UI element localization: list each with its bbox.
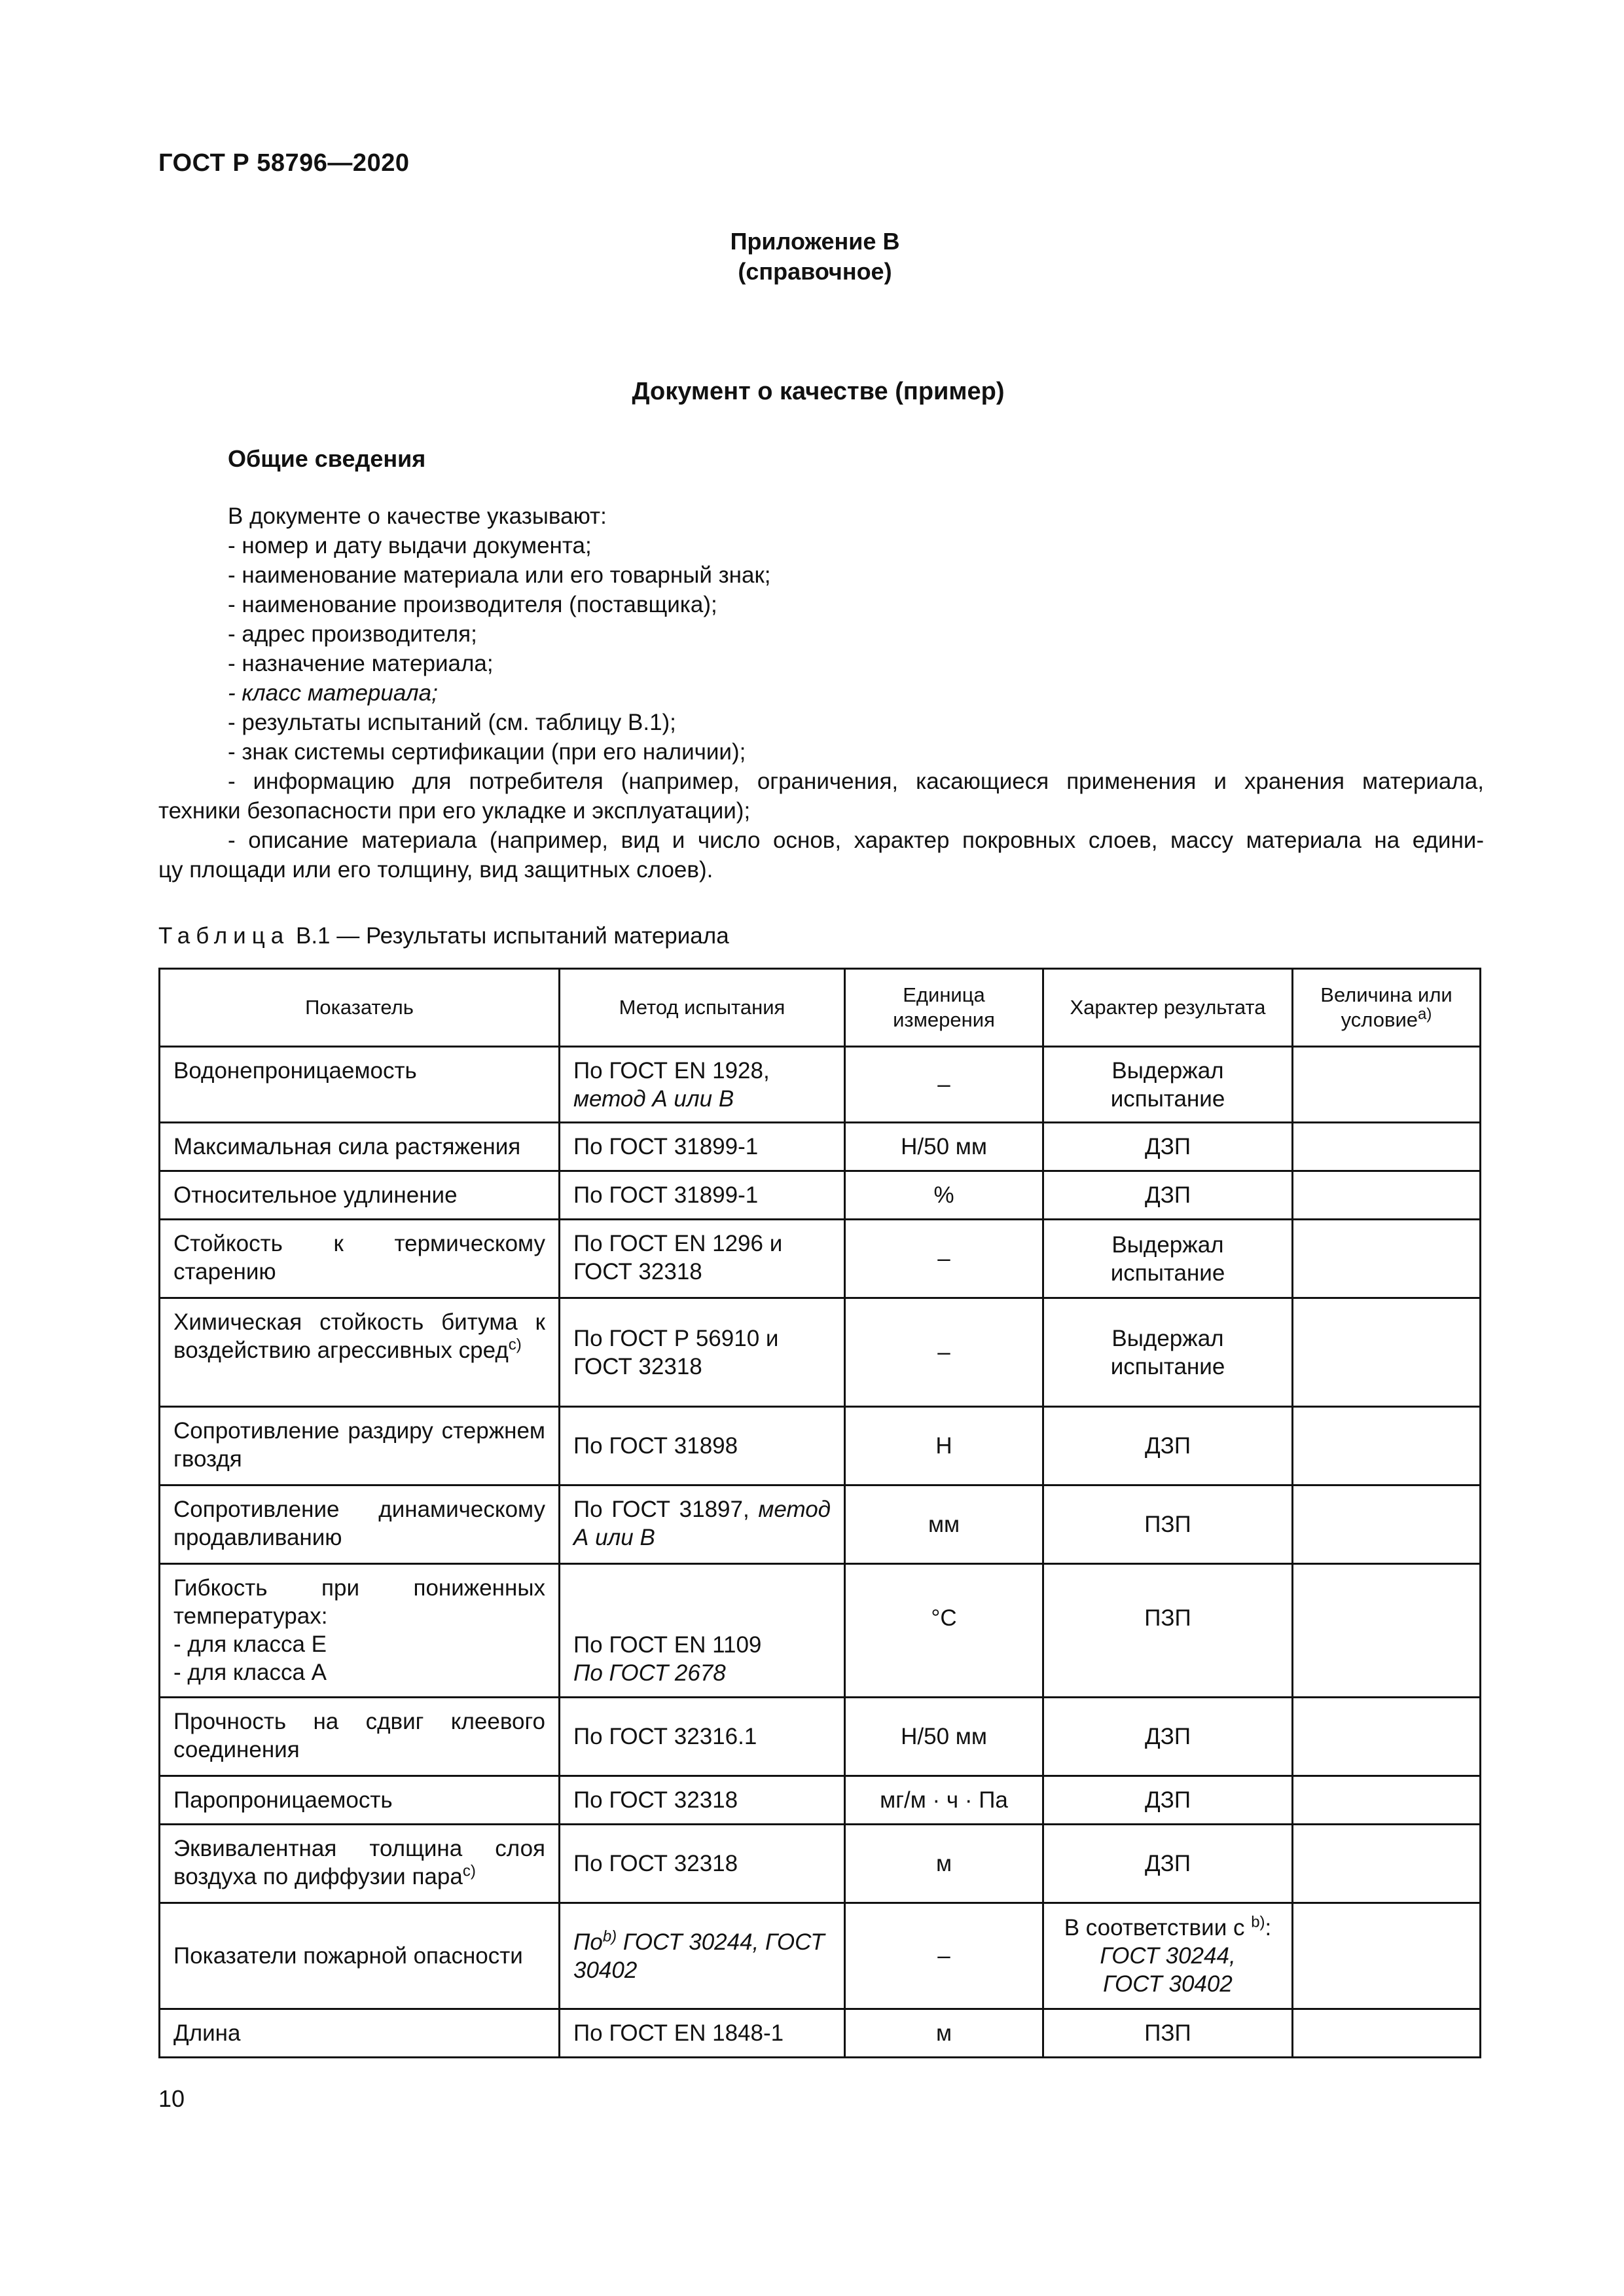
header-value-text: Величина или условие [1320, 983, 1453, 1031]
method-text: По ГОСТ 31897, [573, 1497, 749, 1522]
method-class-e: По ГОСТ EN 1109 [573, 1632, 762, 1658]
param-sub-a: - для класса А [173, 1660, 327, 1685]
list-item: - наименование материала или его товарный знак; [228, 562, 771, 588]
cell-unit: м [845, 2009, 1043, 2058]
cell-value [1293, 1047, 1481, 1123]
list-item: - адрес производителя; [228, 621, 477, 647]
page-number: 10 [158, 2085, 185, 2112]
list-item: - описание материала (например, вид и число основ, характер покровных слоев, массу материала на едини- [228, 828, 1484, 853]
cell-method [560, 1903, 845, 2009]
result-prefix: В соответствии с [1064, 1915, 1245, 1941]
cell-param: Показатели пожарной опасности [160, 1903, 560, 2009]
cell-method: По ГОСТ EN 1296 и ГОСТ 32318 [560, 1220, 845, 1298]
table-row [160, 1298, 1481, 1407]
cell-param: Максимальная сила растяжения [160, 1123, 560, 1171]
footnote-ref: c) [508, 1336, 522, 1354]
cell-unit: мм [845, 1485, 1043, 1564]
result-standard-1: ГОСТ 30244, [1100, 1943, 1236, 1969]
table-caption-text: В.1 — Результаты испытаний материала [295, 923, 729, 949]
header-param: Показатель [160, 969, 560, 1047]
result-line [1057, 1914, 1278, 1942]
cell-method [560, 1485, 845, 1564]
cell-unit: Н/50 мм [845, 1123, 1043, 1171]
cell-unit: мг/м · ч · Па [845, 1776, 1043, 1825]
list-item: - класс материала; [228, 680, 438, 706]
cell-value [1293, 1171, 1481, 1220]
cell-param: Стойкость к термическому старению [160, 1220, 560, 1298]
footnote-ref: b) [1251, 1913, 1265, 1931]
cell-param [160, 1564, 560, 1698]
table-row [160, 1123, 1481, 1171]
standard-code: ГОСТ Р 58796—2020 [158, 149, 410, 177]
cell-value [1293, 1298, 1481, 1407]
cell-result: ДЗП [1043, 1825, 1293, 1903]
cell-value [1293, 1220, 1481, 1298]
table-row [160, 1903, 1481, 2009]
cell-unit: – [845, 1220, 1043, 1298]
requirements-list [158, 531, 1484, 884]
cell-param: Водонепроницаемость [160, 1047, 560, 1123]
cell-method: По ГОСТ 32318 [560, 1825, 845, 1903]
cell-method: По ГОСТ 32316.1 [560, 1698, 845, 1776]
cell-result: Выдержал испытание [1043, 1220, 1293, 1298]
list-item: - знак системы сертификации (при его наличии); [228, 739, 746, 765]
method-text: ГОСТ 30244, ГОСТ 30402 [573, 1929, 825, 1983]
list-item: - информацию для потребителя (например, ограничения, касающиеся применения и хранения материала, [228, 769, 1484, 794]
result-standard-2: ГОСТ 30402 [1103, 1971, 1233, 1997]
list-item-continuation: техники безопасности при его укладке и эксплуатации); [158, 798, 751, 824]
annex-title: Приложение В [730, 228, 900, 255]
cell-result: ПЗП [1043, 1485, 1293, 1564]
cell-value [1293, 1407, 1481, 1485]
cell-unit: – [845, 1903, 1043, 2009]
param-sub-e: - для класса Е [173, 1631, 327, 1657]
table-row [160, 1047, 1481, 1123]
cell-param: Относительное удлинение [160, 1171, 560, 1220]
param-text: Химическая стойкость битума к воздействию агрессивных сред [173, 1309, 545, 1363]
cell-unit: – [845, 1047, 1043, 1123]
results-table [158, 968, 1481, 2058]
header-method: Метод испытания [560, 969, 845, 1047]
method-prefix: По [573, 1929, 603, 1955]
section-title: Общие сведения [228, 445, 426, 472]
table-caption-label: Таблица [158, 923, 290, 949]
cell-result [1043, 1903, 1293, 2009]
cell-method: По ГОСТ EN 1848-1 [560, 2009, 845, 2058]
footnote-ref: b) [602, 1927, 617, 1945]
list-item: - номер и дату выдачи документа; [228, 533, 592, 558]
cell-result: ПЗП [1043, 1564, 1293, 1698]
cell-param [160, 1298, 560, 1407]
cell-unit: % [845, 1171, 1043, 1220]
table-row [160, 1407, 1481, 1485]
intro-text: В документе о качестве указывают: [228, 503, 607, 529]
table-row [160, 1698, 1481, 1776]
cell-param: Сопротивление раздиру стержнем гвоздя [160, 1407, 560, 1485]
table-caption [158, 923, 729, 949]
table-row [160, 1171, 1481, 1220]
cell-result: ДЗП [1043, 1698, 1293, 1776]
annex-type: (справочное) [738, 258, 892, 285]
table-row [160, 1564, 1481, 1698]
cell-unit: – [845, 1298, 1043, 1407]
cell-method: По ГОСТ 31898 [560, 1407, 845, 1485]
cell-value [1293, 1564, 1481, 1698]
cell-value [1293, 1123, 1481, 1171]
table-row [160, 2009, 1481, 2058]
footnote-ref: a) [1418, 1005, 1432, 1023]
method-class-a: По ГОСТ 2678 [573, 1660, 726, 1686]
cell-result: ДЗП [1043, 1123, 1293, 1171]
method-text: По ГОСТ EN 1928, [573, 1057, 770, 1084]
cell-param: Прочность на сдвиг клеевого соединения [160, 1698, 560, 1776]
method-variant: метод А или В [573, 1085, 734, 1112]
param-text: Эквивалентная толщина слоя воздуха по диффузии пара [173, 1836, 545, 1889]
table-row [160, 1776, 1481, 1825]
cell-param: Сопротивление динамическому продавливанию [160, 1485, 560, 1564]
cell-value [1293, 1825, 1481, 1903]
table-header-row [160, 969, 1481, 1047]
cell-result: Выдержал испытание [1043, 1298, 1293, 1407]
intro-paragraph [158, 501, 1484, 531]
cell-result: ДЗП [1043, 1407, 1293, 1485]
cell-method: По ГОСТ 32318 [560, 1776, 845, 1825]
cell-method: По ГОСТ 31899-1 [560, 1171, 845, 1220]
cell-result: Выдержал испытание [1043, 1047, 1293, 1123]
cell-param: Длина [160, 2009, 560, 2058]
cell-value [1293, 1485, 1481, 1564]
list-item: - результаты испытаний (см. таблицу В.1); [228, 710, 676, 735]
list-item: - назначение материала; [228, 651, 494, 676]
cell-unit: Н [845, 1407, 1043, 1485]
cell-method: По ГОСТ 31899-1 [560, 1123, 845, 1171]
cell-unit: Н/50 мм [845, 1698, 1043, 1776]
table-row [160, 1485, 1481, 1564]
footnote-ref: c) [462, 1862, 476, 1880]
header-result: Характер результата [1043, 969, 1293, 1047]
table-row [160, 1220, 1481, 1298]
cell-result: ДЗП [1043, 1776, 1293, 1825]
cell-result: ДЗП [1043, 1171, 1293, 1220]
cell-value [1293, 1903, 1481, 2009]
cell-param [160, 1825, 560, 1903]
cell-method: По ГОСТ Р 56910 и ГОСТ 32318 [560, 1298, 845, 1407]
cell-unit: м [845, 1825, 1043, 1903]
cell-value [1293, 1698, 1481, 1776]
method-variant: метод А или В [573, 1497, 831, 1550]
cell-value [1293, 1776, 1481, 1825]
header-value [1293, 969, 1481, 1047]
cell-value [1293, 2009, 1481, 2058]
document-title: Документ о качестве (пример) [632, 378, 1005, 405]
param-text: Гибкость при пониженных температурах: [173, 1575, 545, 1629]
table-row [160, 1825, 1481, 1903]
list-item: - наименование производителя (поставщика); [228, 592, 717, 617]
cell-unit: °С [845, 1564, 1043, 1698]
list-item-continuation: цу площади или его толщину, вид защитных слоев). [158, 857, 713, 883]
cell-param: Паропроницаемость [160, 1776, 560, 1825]
cell-method [560, 1047, 845, 1123]
result-colon: : [1265, 1915, 1272, 1941]
header-unit: Единица измерения [845, 969, 1043, 1047]
cell-method [560, 1564, 845, 1698]
cell-result: ПЗП [1043, 2009, 1293, 2058]
